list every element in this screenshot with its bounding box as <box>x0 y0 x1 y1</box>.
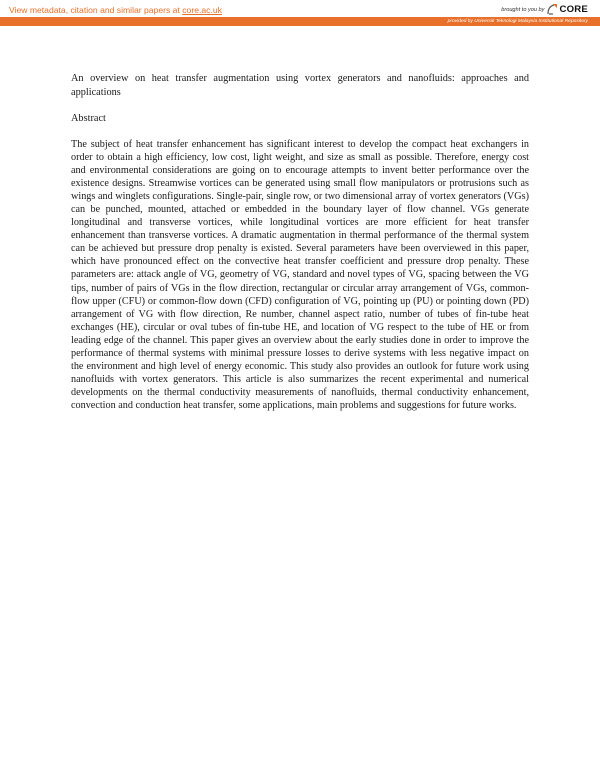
paper-content <box>71 72 529 412</box>
abstract-body: The subject of heat transfer enhancement has significant interest to develop the compact heat exchangers in order to obtain a high efficiency, low cost, light weight, and size as small as possible. Therefore, energy cost and environmental considerations are going on to encourage attempts to invent better performance over the existence designs. Streamwise vortices can be generated using small flow manipulators or protrusions such as wings and winglets configurations. Single-pair, single row, or two dimensional array of vortex generators (VGs) can be punched, mounted, attached or embedded in the boundary layer of flow channel. VGs generate longitudinal and transverse vortices, while longitudinal vortices are more efficient for heat transfer enhancement than transverse vortices. A dramatic augmentation in thermal performance of the thermal system can be achieved but pressure drop penalty is existed. Several parameters have been overviewed in this paper, which have pronounced effect on the convective heat transfer coefficient and pressure drop penalty. These parameters are: attack angle of VG, geometry of VG, standard and novel types of VG, spacing between the VG tips, number of pairs of VGs in the flow direction, rectangular or circular array arrangement of VGs, common-flow upper (CFU) or common-flow down (CFD) configuration of VG, pointing up (PU) or pointing down (PD) arrangement of VG with flow direction, Re number, channel aspect ratio, number of tubes of fin-tube heat exchanges (HE), circular or oval tubes of fin-tube HE, and location of VG respect to the tube of HE or from leading edge of the channel. This paper gives an overview about the early studies done in order to improve the performance of thermal systems with minimal pressure losses to derive systems with less negative impact on the environment and high level of energy economic. This study also provides an outlook for future work using nanofluids with vortex generators. This article is also summarizes the recent experimental and numerical developments on the thermal conductivity measurements of nanofluids, thermal conductivity enhancement, convection and conduction heat transfer, some applications, main problems and suggestions for future works. <box>71 139 529 411</box>
core-banner <box>0 0 600 28</box>
provided-by-text[interactable]: provided by Universiti Teknologi Malaysia Institutional Repository <box>447 19 588 24</box>
core-logo[interactable] <box>547 3 588 15</box>
abstract-heading: Abstract <box>71 113 106 124</box>
paper-title: An overview on heat transfer augmentation using vortex generators and nanofluids: approaches and applications <box>71 73 529 98</box>
core-metadata-link-domain[interactable]: core.ac.uk <box>182 5 222 15</box>
core-metadata-link[interactable] <box>9 5 222 15</box>
brought-to-you-by-label: brought to you by <box>501 7 545 13</box>
brought-to-you-by <box>501 3 588 15</box>
core-logo-icon <box>547 3 558 15</box>
provided-by-bar <box>0 17 600 26</box>
core-metadata-link-prefix[interactable]: View metadata, citation and similar papers at <box>9 5 183 15</box>
core-logo-text: CORE <box>559 4 588 15</box>
